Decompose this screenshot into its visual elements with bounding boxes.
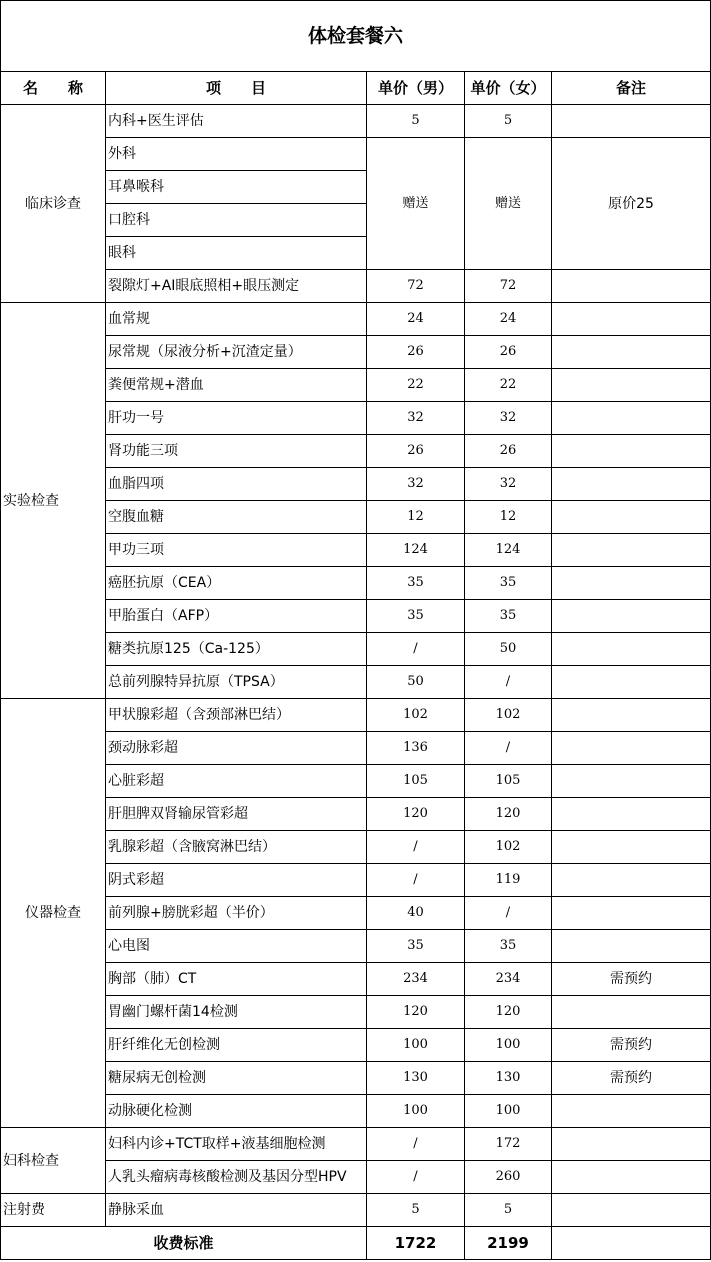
item-cell: 眼科	[106, 237, 367, 270]
price-male-cell: 12	[367, 501, 465, 534]
table-row	[1, 1029, 711, 1062]
note-cell	[552, 501, 711, 534]
price-male-cell: /	[367, 1128, 465, 1161]
price-female-cell: 5	[465, 1194, 552, 1227]
table-row	[1, 501, 711, 534]
price-male-cell: 22	[367, 369, 465, 402]
price-female-cell: 26	[465, 336, 552, 369]
note-cell	[552, 666, 711, 699]
item-cell: 肾功能三项	[106, 435, 367, 468]
price-male-cell: 26	[367, 435, 465, 468]
category-cell: 实验检查	[1, 303, 106, 699]
price-female-cell: 35	[465, 567, 552, 600]
note-cell	[552, 336, 711, 369]
table-row	[1, 1194, 711, 1227]
category-cell: 注射费	[1, 1194, 106, 1227]
price-male-cell: 124	[367, 534, 465, 567]
category-cell: 妇科检查	[1, 1128, 106, 1194]
note-cell	[552, 567, 711, 600]
table-row	[1, 567, 711, 600]
category-cell: 仪器检查	[1, 699, 106, 1128]
price-male-cell: /	[367, 864, 465, 897]
table-row	[1, 534, 711, 567]
price-female-cell: 119	[465, 864, 552, 897]
price-male-cell: 40	[367, 897, 465, 930]
note-cell	[552, 765, 711, 798]
price-male-cell: /	[367, 633, 465, 666]
note-cell	[552, 1161, 711, 1194]
item-cell: 动脉硬化检测	[106, 1095, 367, 1128]
item-cell: 心电图	[106, 930, 367, 963]
price-male-cell: /	[367, 831, 465, 864]
table-row	[1, 996, 711, 1029]
table-row	[1, 732, 711, 765]
note-cell	[552, 831, 711, 864]
item-cell: 肝纤维化无创检测	[106, 1029, 367, 1062]
note-cell	[552, 270, 711, 303]
total-label: 收费标准	[1, 1227, 367, 1260]
item-cell: 总前列腺特异抗原（TPSA）	[106, 666, 367, 699]
price-female-cell: 102	[465, 831, 552, 864]
price-male-cell: 120	[367, 798, 465, 831]
header-name: 名 称	[1, 72, 106, 105]
item-cell: 空腹血糖	[106, 501, 367, 534]
note-cell: 需预约	[552, 963, 711, 996]
price-female-cell: 50	[465, 633, 552, 666]
price-male-cell: /	[367, 1161, 465, 1194]
item-cell: 糖尿病无创检测	[106, 1062, 367, 1095]
price-female-cell: 72	[465, 270, 552, 303]
note-cell	[552, 798, 711, 831]
table-row	[1, 138, 711, 171]
header-item: 项 目	[106, 72, 367, 105]
table-row	[1, 699, 711, 732]
table-row	[1, 831, 711, 864]
price-female-cell: 12	[465, 501, 552, 534]
item-cell: 血脂四项	[106, 468, 367, 501]
price-female-cell: 172	[465, 1128, 552, 1161]
header-price-male: 单价（男）	[367, 72, 465, 105]
table-row	[1, 468, 711, 501]
table-row	[1, 1161, 711, 1194]
price-female-cell: /	[465, 732, 552, 765]
table-row	[1, 1128, 711, 1161]
note-cell	[552, 930, 711, 963]
item-cell: 外科	[106, 138, 367, 171]
item-cell: 血常规	[106, 303, 367, 336]
price-female-cell: 24	[465, 303, 552, 336]
item-cell: 乳腺彩超（含腋窝淋巴结）	[106, 831, 367, 864]
note-cell	[552, 732, 711, 765]
item-cell: 肝功一号	[106, 402, 367, 435]
table-row	[1, 930, 711, 963]
note-cell	[552, 897, 711, 930]
table-row	[1, 765, 711, 798]
item-cell: 胸部（肺）CT	[106, 963, 367, 996]
price-male-cell: 136	[367, 732, 465, 765]
price-female-cell: 120	[465, 996, 552, 1029]
total-row	[1, 1227, 711, 1260]
table-row	[1, 336, 711, 369]
note-cell	[552, 1095, 711, 1128]
item-cell: 甲胎蛋白（AFP）	[106, 600, 367, 633]
note-cell	[552, 468, 711, 501]
item-cell: 颈动脉彩超	[106, 732, 367, 765]
merged-note-cell: 原价25	[552, 138, 711, 270]
price-female-cell: 32	[465, 402, 552, 435]
total-note	[552, 1227, 711, 1260]
item-cell: 妇科内诊+TCT取样+液基细胞检测	[106, 1128, 367, 1161]
price-male-cell: 5	[367, 105, 465, 138]
table-body	[1, 105, 711, 1227]
price-female-cell: 22	[465, 369, 552, 402]
price-male-cell: 26	[367, 336, 465, 369]
table-row	[1, 1095, 711, 1128]
item-cell: 糖类抗原125（Ca-125）	[106, 633, 367, 666]
table-row	[1, 798, 711, 831]
price-male-cell: 100	[367, 1095, 465, 1128]
item-cell: 裂隙灯+AI眼底照相+眼压测定	[106, 270, 367, 303]
table-row	[1, 435, 711, 468]
table-row	[1, 963, 711, 996]
price-female-cell: 124	[465, 534, 552, 567]
total-female: 2199	[465, 1227, 552, 1260]
item-cell: 甲功三项	[106, 534, 367, 567]
note-cell	[552, 105, 711, 138]
item-cell: 胃幽门螺杆菌14检测	[106, 996, 367, 1029]
total-male: 1722	[367, 1227, 465, 1260]
price-male-cell: 32	[367, 402, 465, 435]
price-female-cell: 26	[465, 435, 552, 468]
item-cell: 内科+医生评估	[106, 105, 367, 138]
price-female-cell: 105	[465, 765, 552, 798]
table-row	[1, 402, 711, 435]
table-row	[1, 270, 711, 303]
price-female-cell: 35	[465, 930, 552, 963]
price-female-cell: 102	[465, 699, 552, 732]
table-row	[1, 633, 711, 666]
note-cell	[552, 1128, 711, 1161]
table-row	[1, 897, 711, 930]
price-male-cell: 35	[367, 600, 465, 633]
price-male-cell: 120	[367, 996, 465, 1029]
table-row	[1, 666, 711, 699]
note-cell	[552, 864, 711, 897]
price-male-cell: 234	[367, 963, 465, 996]
note-cell	[552, 534, 711, 567]
price-male-cell: 5	[367, 1194, 465, 1227]
price-female-cell: 120	[465, 798, 552, 831]
item-cell: 人乳头瘤病毒核酸检测及基因分型HPV	[106, 1161, 367, 1194]
note-cell	[552, 996, 711, 1029]
price-female-cell: /	[465, 897, 552, 930]
price-male-cell: 32	[367, 468, 465, 501]
table-row	[1, 600, 711, 633]
note-cell	[552, 369, 711, 402]
price-female-cell: 234	[465, 963, 552, 996]
price-female-cell: 100	[465, 1029, 552, 1062]
table-row	[1, 105, 711, 138]
note-cell: 需预约	[552, 1029, 711, 1062]
price-male-cell: 130	[367, 1062, 465, 1095]
price-female-cell: 5	[465, 105, 552, 138]
note-cell	[552, 435, 711, 468]
price-male-cell: 102	[367, 699, 465, 732]
price-female-cell: 32	[465, 468, 552, 501]
header-note: 备注	[552, 72, 711, 105]
price-female-cell: /	[465, 666, 552, 699]
item-cell: 尿常规（尿液分析+沉渣定量）	[106, 336, 367, 369]
price-female-cell: 100	[465, 1095, 552, 1128]
note-cell: 需预约	[552, 1062, 711, 1095]
price-male-cell: 105	[367, 765, 465, 798]
merged-male-cell: 赠送	[367, 138, 465, 270]
price-female-cell: 260	[465, 1161, 552, 1194]
item-cell: 口腔科	[106, 204, 367, 237]
item-cell: 肝胆脾双肾输尿管彩超	[106, 798, 367, 831]
table-row	[1, 864, 711, 897]
price-female-cell: 35	[465, 600, 552, 633]
item-cell: 心脏彩超	[106, 765, 367, 798]
price-male-cell: 100	[367, 1029, 465, 1062]
price-male-cell: 24	[367, 303, 465, 336]
price-male-cell: 35	[367, 567, 465, 600]
item-cell: 阴式彩超	[106, 864, 367, 897]
package-title: 体检套餐六	[1, 1, 711, 72]
note-cell	[552, 303, 711, 336]
price-male-cell: 72	[367, 270, 465, 303]
item-cell: 耳鼻喉科	[106, 171, 367, 204]
note-cell	[552, 699, 711, 732]
item-cell: 甲状腺彩超（含颈部淋巴结）	[106, 699, 367, 732]
item-cell: 前列腺+膀胱彩超（半价）	[106, 897, 367, 930]
price-male-cell: 35	[367, 930, 465, 963]
item-cell: 粪便常规+潜血	[106, 369, 367, 402]
table-row	[1, 369, 711, 402]
category-cell: 临床诊查	[1, 105, 106, 303]
item-cell: 癌胚抗原（CEA）	[106, 567, 367, 600]
table-row	[1, 1062, 711, 1095]
price-female-cell: 130	[465, 1062, 552, 1095]
note-cell	[552, 1194, 711, 1227]
note-cell	[552, 600, 711, 633]
price-male-cell: 50	[367, 666, 465, 699]
item-cell: 静脉采血	[106, 1194, 367, 1227]
merged-female-cell: 赠送	[465, 138, 552, 270]
note-cell	[552, 402, 711, 435]
header-price-female: 单价（女）	[465, 72, 552, 105]
table-row	[1, 303, 711, 336]
note-cell	[552, 633, 711, 666]
